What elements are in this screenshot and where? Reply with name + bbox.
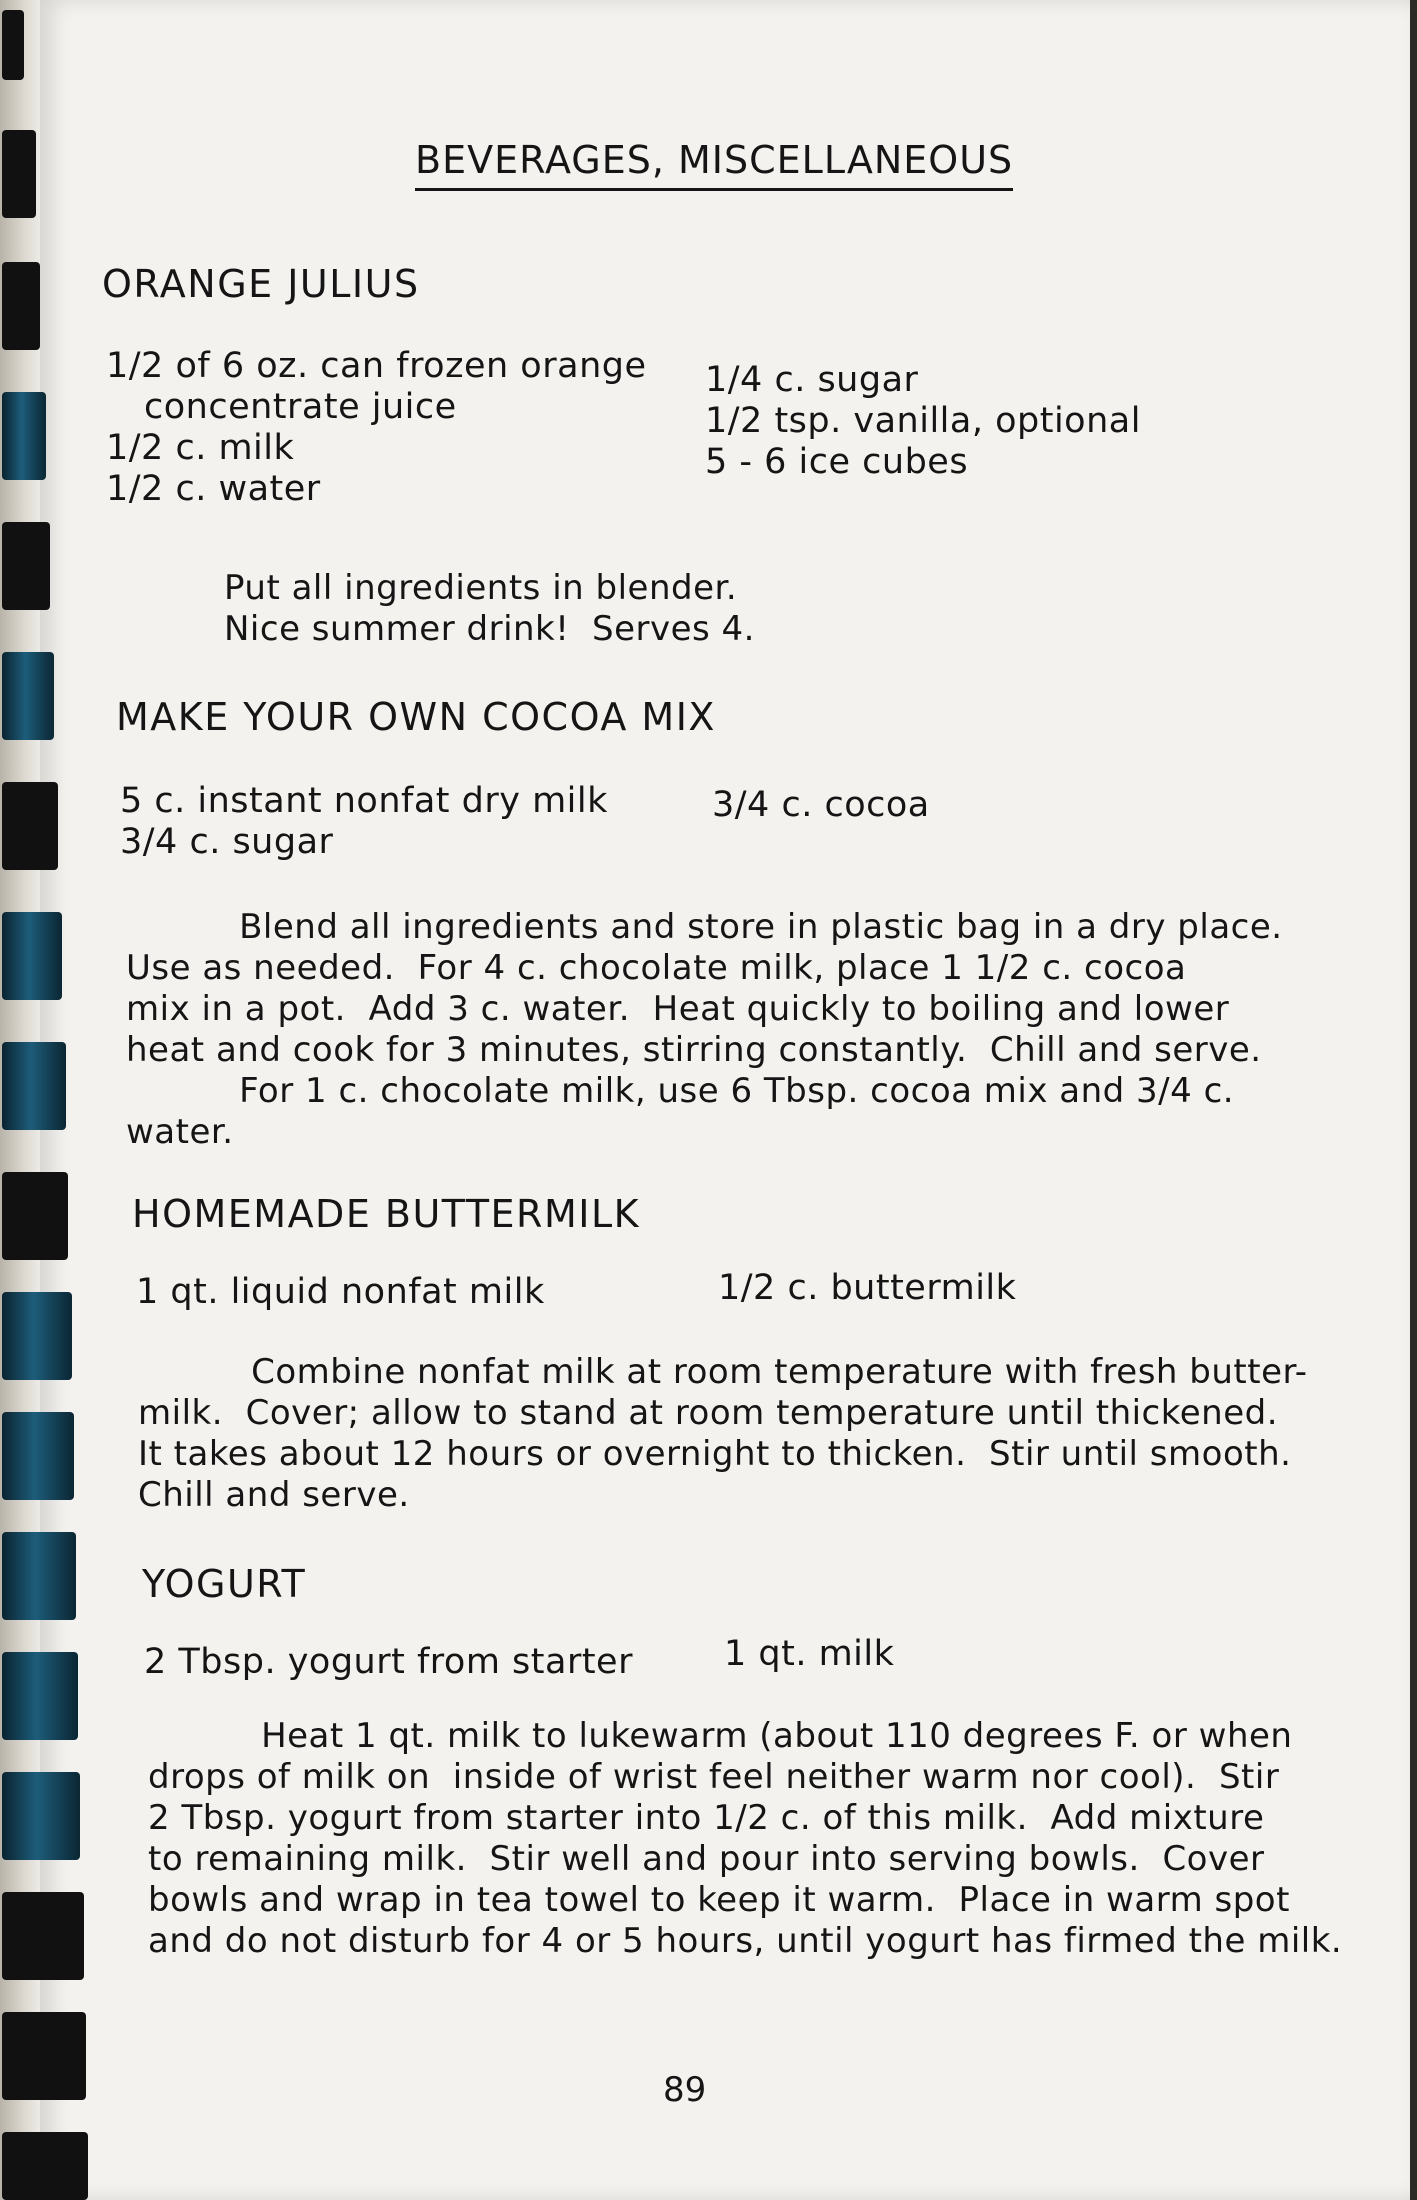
cocoa-mix-ingredients-right — [712, 785, 930, 826]
orange-julius-directions — [224, 568, 755, 650]
binding-ring — [2, 262, 40, 350]
ingredient: 1/2 of 6 oz. can frozen orange — [106, 346, 647, 386]
ingredient: 3/4 c. cocoa — [712, 785, 930, 825]
cocoa-mix-directions — [126, 907, 1283, 1153]
buttermilk-ingredients-left — [136, 1272, 545, 1313]
direction-line: and do not disturb for 4 or 5 hours, until yogurt has firmed the milk. — [148, 1921, 1343, 1961]
ingredient: 2 Tbsp. yogurt from starter — [144, 1642, 633, 1682]
ingredient: 5 c. instant nonfat dry milk — [120, 781, 608, 821]
direction-line: Use as needed. For 4 c. chocolate milk, place 1 1/2 c. cocoa — [126, 948, 1187, 988]
ingredient: 1/2 c. buttermilk — [718, 1268, 1017, 1308]
direction-line: mix in a pot. Add 3 c. water. Heat quickly to boiling and lower — [126, 989, 1230, 1029]
direction-line: water. — [126, 1112, 234, 1152]
ingredient: 1/4 c. sugar — [705, 360, 919, 400]
direction-line: Nice summer drink! Serves 4. — [224, 609, 755, 649]
ingredient: 3/4 c. sugar — [120, 822, 334, 862]
binding-ring — [2, 1532, 76, 1620]
binding-ring — [2, 1292, 72, 1380]
cocoa-mix-ingredients-left — [120, 781, 608, 863]
binding-ring — [2, 392, 46, 480]
direction-line: heat and cook for 3 minutes, stirring constantly. Chill and serve. — [126, 1030, 1262, 1070]
binding-ring — [2, 782, 58, 870]
yogurt-ingredients-right — [724, 1634, 894, 1675]
binding-ring — [2, 1772, 80, 1860]
yogurt-directions — [148, 1716, 1342, 1962]
ingredient: 1 qt. liquid nonfat milk — [136, 1272, 545, 1312]
binding-ring — [2, 1892, 84, 1980]
recipe-title-yogurt: YOGURT — [142, 1562, 307, 1606]
direction-line: bowls and wrap in tea towel to keep it warm. Place in warm spot — [148, 1880, 1290, 1920]
binding-ring — [2, 1652, 78, 1740]
binding-ring — [2, 1042, 66, 1130]
binding-ring — [2, 2012, 86, 2100]
direction-line: It takes about 12 hours or overnight to thicken. Stir until smooth. — [138, 1434, 1292, 1474]
binding-ring — [2, 130, 36, 218]
buttermilk-ingredients-right — [718, 1268, 1016, 1309]
buttermilk-directions — [138, 1352, 1308, 1516]
ingredient: concentrate juice — [144, 387, 457, 427]
direction-line: drops of milk on inside of wrist feel neither warm nor cool). Stir — [148, 1757, 1280, 1797]
binding-ring — [2, 912, 62, 1000]
binding-ring — [2, 2132, 88, 2200]
direction-line: Heat 1 qt. milk to lukewarm (about 110 degrees F. or when — [148, 1716, 1293, 1756]
direction-line: to remaining milk. Stir well and pour into serving bowls. Cover — [148, 1839, 1265, 1879]
page-heading: BEVERAGES, MISCELLANEOUS — [415, 138, 1013, 191]
ingredient: 1/2 c. water — [106, 469, 321, 509]
recipe-title-homemade-buttermilk: HOMEMADE BUTTERMILK — [132, 1192, 641, 1236]
direction-line: For 1 c. chocolate milk, use 6 Tbsp. cocoa mix and 3/4 c. — [126, 1071, 1235, 1111]
recipe-title-cocoa-mix: MAKE YOUR OWN COCOA MIX — [116, 695, 716, 739]
direction-line: Put all ingredients in blender. — [224, 568, 738, 608]
binding-ring — [2, 522, 50, 610]
binding-ring — [2, 10, 24, 80]
ingredient: 1/2 tsp. vanilla, optional — [705, 401, 1141, 441]
orange-julius-ingredients-right — [705, 360, 1141, 483]
binding-ring — [2, 1412, 74, 1500]
direction-line: milk. Cover; allow to stand at room temperature until thickened. — [138, 1393, 1279, 1433]
direction-line: Blend all ingredients and store in plastic bag in a dry place. — [126, 907, 1283, 947]
yogurt-ingredients-left — [144, 1642, 633, 1683]
ingredient: 1 qt. milk — [724, 1634, 895, 1674]
binding-ring — [2, 1172, 68, 1260]
page-number: 89 — [663, 2070, 707, 2110]
direction-line: 2 Tbsp. yogurt from starter into 1/2 c. of this milk. Add mixture — [148, 1798, 1265, 1838]
ingredient: 5 - 6 ice cubes — [705, 442, 969, 482]
binding-ring — [2, 652, 54, 740]
direction-line: Combine nonfat milk at room temperature with fresh butter- — [138, 1352, 1308, 1392]
direction-line: Chill and serve. — [138, 1475, 410, 1515]
ingredient: 1/2 c. milk — [106, 428, 295, 468]
orange-julius-ingredients-left — [106, 346, 647, 510]
recipe-title-orange-julius: ORANGE JULIUS — [102, 262, 420, 306]
